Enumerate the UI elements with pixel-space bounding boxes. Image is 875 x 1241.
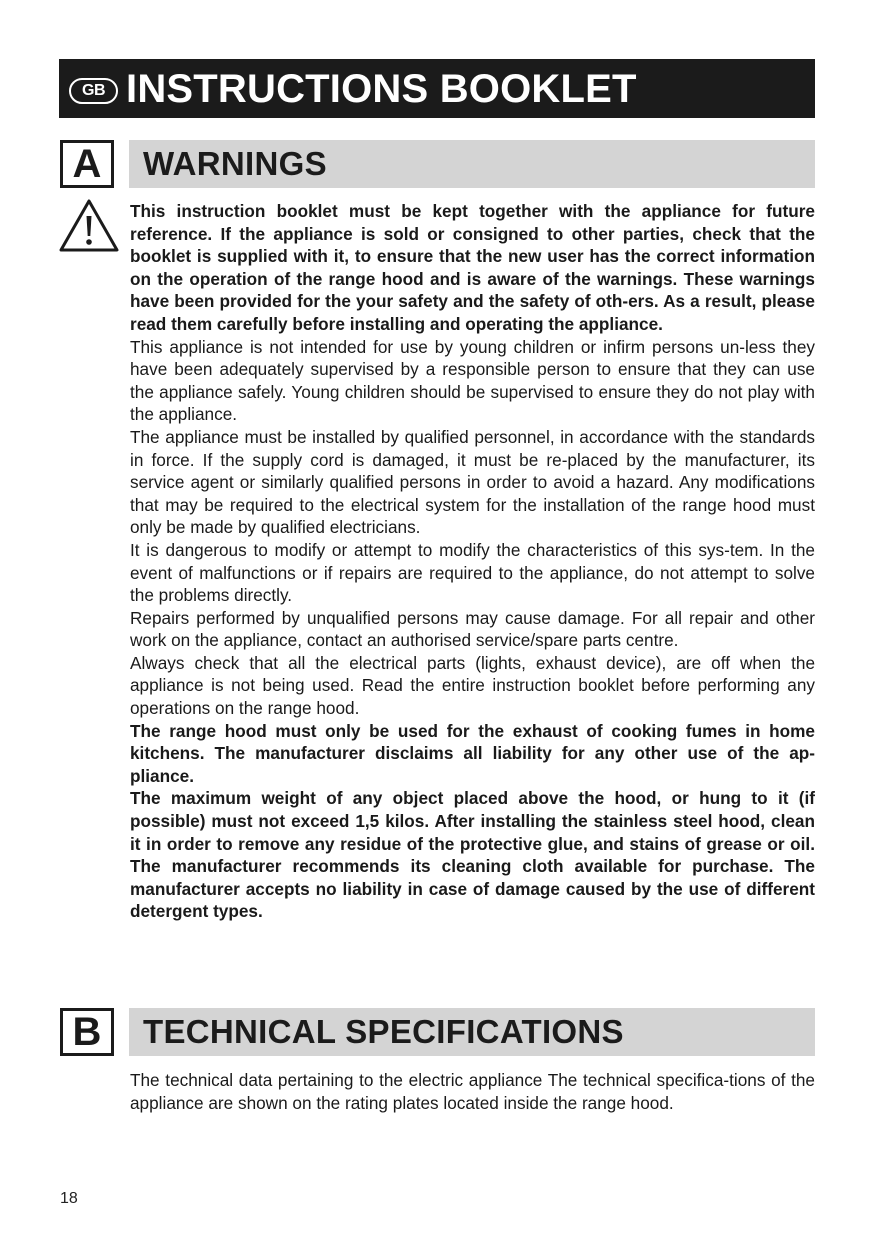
specs-body [130,1069,815,1114]
section-title-warnings: WARNINGS [143,145,327,182]
title-bar [59,59,815,118]
warning-paragraph: Always check that all the electrical parts (lights, exhaust device), are off when the appliance is not being used. Read the entire instruction booklet before performing any operations on the range hood. [130,652,815,719]
warning-paragraph: The maximum weight of any object placed above the hood, or hung to it (if possible) must not exceed 1,5 kilos. After installing the stainless steel hood, clean it in order to remove any residue of the protective glue, and stains of grease or oil. The manufacturer recommends its cleaning cloth available for purchase. The manufacturer accepts no liability in case of damage caused by the use of different detergent types. [130,788,815,922]
page-title: INSTRUCTIONS BOOKLET [126,67,637,111]
page-number: 18 [60,1190,78,1207]
section-letter-b: B [60,1008,114,1056]
section-title-specs: TECHNICAL SPECIFICATIONS [143,1013,624,1050]
section-header-specs [129,1008,815,1056]
warning-paragraph: The range hood must only be used for the exhaust of cooking fumes in home kitchens. The manufacturer disclaims all liability for any other use of the ap-pliance. [130,720,815,786]
warning-paragraph: It is dangerous to modify or attempt to modify the characteristics of this sys-tem. In the event of malfunctions or if repairs are required to the appliance, do not attempt to solve the problems directly. [130,539,815,606]
warning-paragraph: This instruction booklet must be kept together with the appliance for future reference. If the appliance is sold or consigned to other parties, check that the booklet is supplied with it, to ensure that the new user has the correct information on the operation of the range hood and is aware of the warnings. These warnings have been provided for the your safety and the safety of oth-ers. As a result, please read them carefully before installing and operating the appliance. [130,201,815,334]
warning-triangle-icon [58,198,120,254]
warning-paragraph: This appliance is not intended for use by young children or infirm persons un-less they have been adequately supervised by a responsible person to ensure that they can use the appliance safely. Young children should be supervised to ensure they do not play with the appliance. [130,336,815,425]
warning-paragraph: The appliance must be installed by qualified personnel, in accordance with the standards in force. If the supply cord is damaged, it must be re-placed by the manufacturer, its service agent or similarly qualified persons in order to avoid a hazard. Any modifications that may be required to the electrical system for the installation of the range hood must only be made by qualified electricians. [130,426,815,538]
section-header-warnings [129,140,815,188]
warning-paragraph: Repairs performed by unqualified persons may cause damage. For all repair and other work on the appliance, contact an authorised service/spare parts centre. [130,607,815,651]
specs-paragraph: The technical data pertaining to the electric appliance The technical specifica-tions of the appliance are shown on the rating plates located inside the range hood. [130,1070,815,1113]
language-badge: GB [69,78,118,104]
warnings-body [130,200,815,923]
section-letter-a: A [60,140,114,188]
